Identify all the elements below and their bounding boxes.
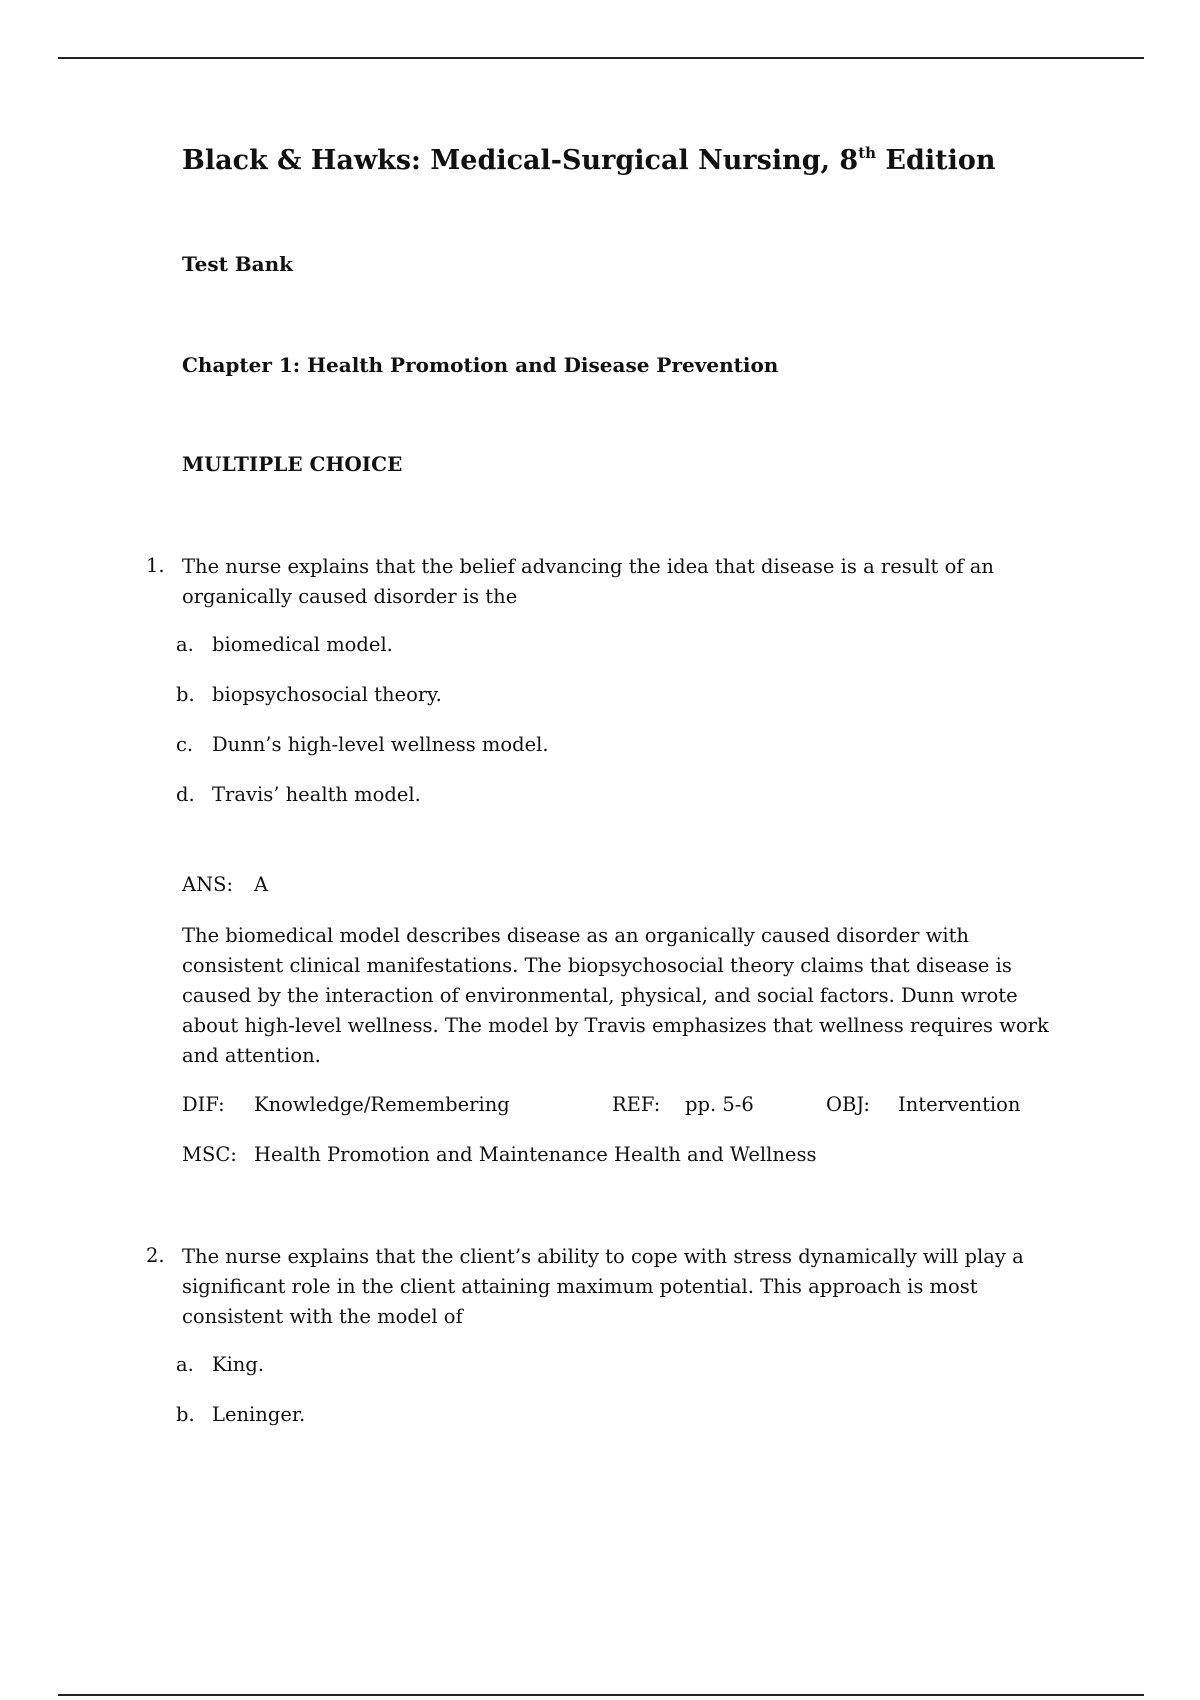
title-superscript: th xyxy=(858,144,877,162)
option-letter: a. xyxy=(176,633,194,656)
ref-value: pp. 5-6 xyxy=(685,1093,754,1116)
option-text: biomedical model. xyxy=(212,633,393,656)
question-stem: The nurse explains that the belief advancing the idea that disease is a result of an organically caused disorder is the xyxy=(182,555,994,608)
msc-label: MSC: xyxy=(182,1143,237,1166)
dif-label: DIF: xyxy=(182,1093,225,1116)
top-rule xyxy=(58,57,1144,59)
option-letter: b. xyxy=(176,1403,195,1426)
bottom-rule xyxy=(58,1694,1144,1696)
obj-label: OBJ: xyxy=(826,1093,870,1116)
obj-value: Intervention xyxy=(898,1093,1021,1116)
msc-value: Health Promotion and Maintenance Health and Wellness xyxy=(254,1143,817,1166)
section-heading: MULTIPLE CHOICE xyxy=(182,452,403,476)
question-number: 2. xyxy=(146,1244,165,1267)
subtitle: Test Bank xyxy=(182,252,294,276)
option-letter: b. xyxy=(176,683,195,706)
answer-label: ANS: xyxy=(182,873,234,896)
option-text: Leninger. xyxy=(212,1403,306,1426)
question-stem: The nurse explains that the client’s ability to cope with stress dynamically will play a significant role in the client attaining maximum potential. This approach is most consistent with the model of xyxy=(182,1245,1024,1328)
option-letter: d. xyxy=(176,783,195,806)
dif-value: Knowledge/Remembering xyxy=(254,1093,510,1116)
option-letter: c. xyxy=(176,733,194,756)
document-title: Black & Hawks: Medical-Surgical Nursing, 8th Edition xyxy=(182,144,996,176)
option-letter: a. xyxy=(176,1353,194,1376)
option-text: Dunn’s high-level wellness model. xyxy=(212,733,549,756)
option-text: biopsychosocial theory. xyxy=(212,683,442,706)
ref-label: REF: xyxy=(612,1093,661,1116)
answer-value: A xyxy=(254,873,269,896)
question-number: 1. xyxy=(146,554,165,577)
option-text: Travis’ health model. xyxy=(212,783,421,806)
option-text: King. xyxy=(212,1353,265,1376)
answer-rationale: The biomedical model describes disease as an organically caused disorder with consistent clinical manifestations. The biopsychosocial theory claims that disease is caused by the interaction of environmental, physical, and social factors. Dunn wrote about high-level wellness. The model by Travis emphasizes that wellness requires work and attention. xyxy=(182,924,1049,1067)
chapter-heading: Chapter 1: Health Promotion and Disease Prevention xyxy=(182,353,779,377)
